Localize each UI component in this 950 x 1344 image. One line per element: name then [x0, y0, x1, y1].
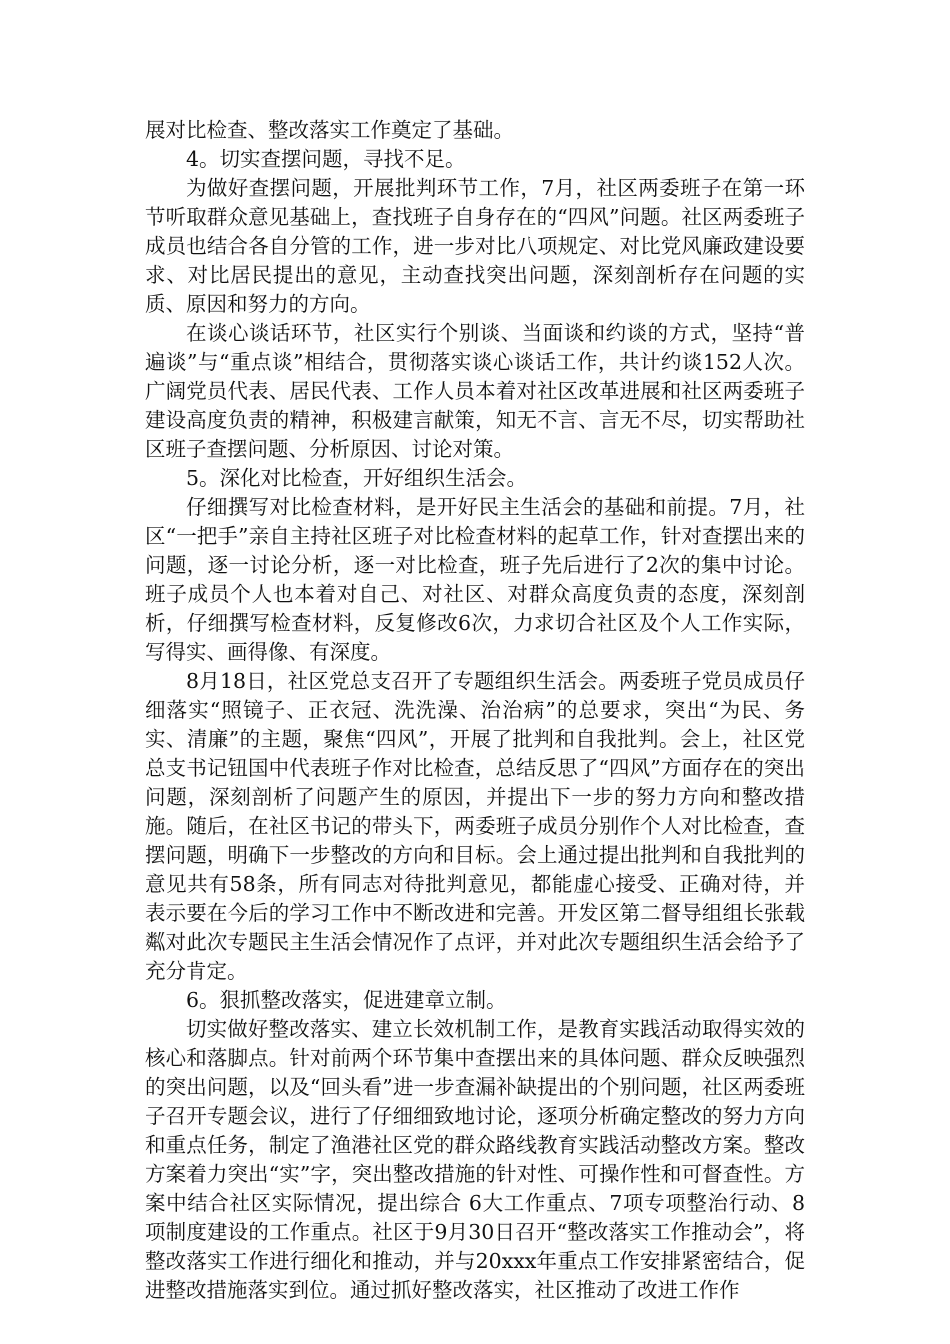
paragraph-continuation: 展对比检查、整改落实工作奠定了基础。: [145, 118, 514, 142]
document-body: [145, 116, 805, 1305]
paragraph-heart-to-heart-talks: 在谈心谈话环节，社区实行个别谈、当面谈和约谈的方式，坚持“普遍谈”与“重点谈”相结合，贯彻落实谈心谈话工作，共计约谈152人次。广阔党员代表、居民代表、工作人员本着对社区改革进展和社区两委班子建设高度负责的精神，积极建言献策，知无不言、言无不尽，切实帮助社区班子查摆问题、分析原因、讨论对策。: [145, 321, 805, 461]
paragraph-organization-meeting: 8月18日，社区党总支召开了专题组织生活会。两委班子党员成员仔细落实“照镜子、正衣冠、洗洗澡、治治病”的总要求，突出“为民、务实、清廉”的主题，聚焦“四风”，开展了批判和自我批判。会上，社区党总支书记钮国中代表班子作对比检查，总结反思了“四风”方面存在的突出问题，深刻剖析了问题产生的原因，并提出下一步的努力方向和整改措施。随后，在社区书记的带头下，两委班子成员分别作个人对比检查，查摆问题，明确下一步整改的方向和目标。会上通过提出批判和自我批判的意见共有58条，所有同志对待批判意见，都能虚心接受、正确对待，并表示要在今后的学习工作中不断改进和完善。开发区第二督导组组长张载粼对此次专题民主生活会情况作了点评，并对此次专题组织生活会给予了充分肯定。: [145, 669, 805, 983]
section-heading-4: 4。切实查摆问题，寻找不足。: [186, 147, 466, 171]
paragraph-problem-finding: 为做好查摆问题，开展批判环节工作，7月，社区两委班子在第一环节听取群众意见基础上，查找班子自身存在的“四风”问题。社区两委班子成员也结合各自分管的工作，进一步对比八项规定、对比党风廉政建设要求、对比居民提出的意见，主动查找突出问题，深刻剖析存在问题的实质、原因和努力的方向。: [145, 176, 805, 316]
paragraph-inspection-materials: 仔细撰写对比检查材料，是开好民主生活会的基础和前提。7月，社区“一把手”亲自主持社区班子对比检查材料的起草工作，针对查摆出来的问题，逐一讨论分析，逐一对比检查，班子先后进行了2次的集中讨论。班子成员个人也本着对自己、对社区、对群众高度负责的态度，深刻剖析，仔细撰写检查材料，反复修改6次，力求切合社区及个人工作实际，写得实、画得像、有深度。: [145, 495, 805, 664]
section-heading-5: 5。深化对比检查，开好组织生活会。: [186, 466, 528, 490]
paragraph-rectification: 切实做好整改落实、建立长效机制工作，是教育实践活动取得实效的核心和落脚点。针对前两个环节集中查摆出来的具体问题、群众反映强烈的突出问题，以及“回头看”进一步查漏补缺提出的个别问题，社区两委班子召开专题会议，进行了仔细细致地讨论，逐项分析确定整改的努力方向和重点任务，制定了渔港社区党的群众路线教育实践活动整改方案。整改方案着力突出“实”字，突出整改措施的针对性、可操作性和可督查性。方案中结合社区实际情况，提出综合 6大工作重点、7项专项整治行动、8项制度建设的工作重点。社区于9月30日召开“整改落实工作推动会”，将整改落实工作进行细化和推动，并与20xxx年重点工作安排紧密结合，促进整改措施落实到位。通过抓好整改落实，社区推动了改进工作作: [145, 1017, 805, 1302]
section-heading-6: 6。狠抓整改落实，促进建章立制。: [186, 988, 507, 1012]
